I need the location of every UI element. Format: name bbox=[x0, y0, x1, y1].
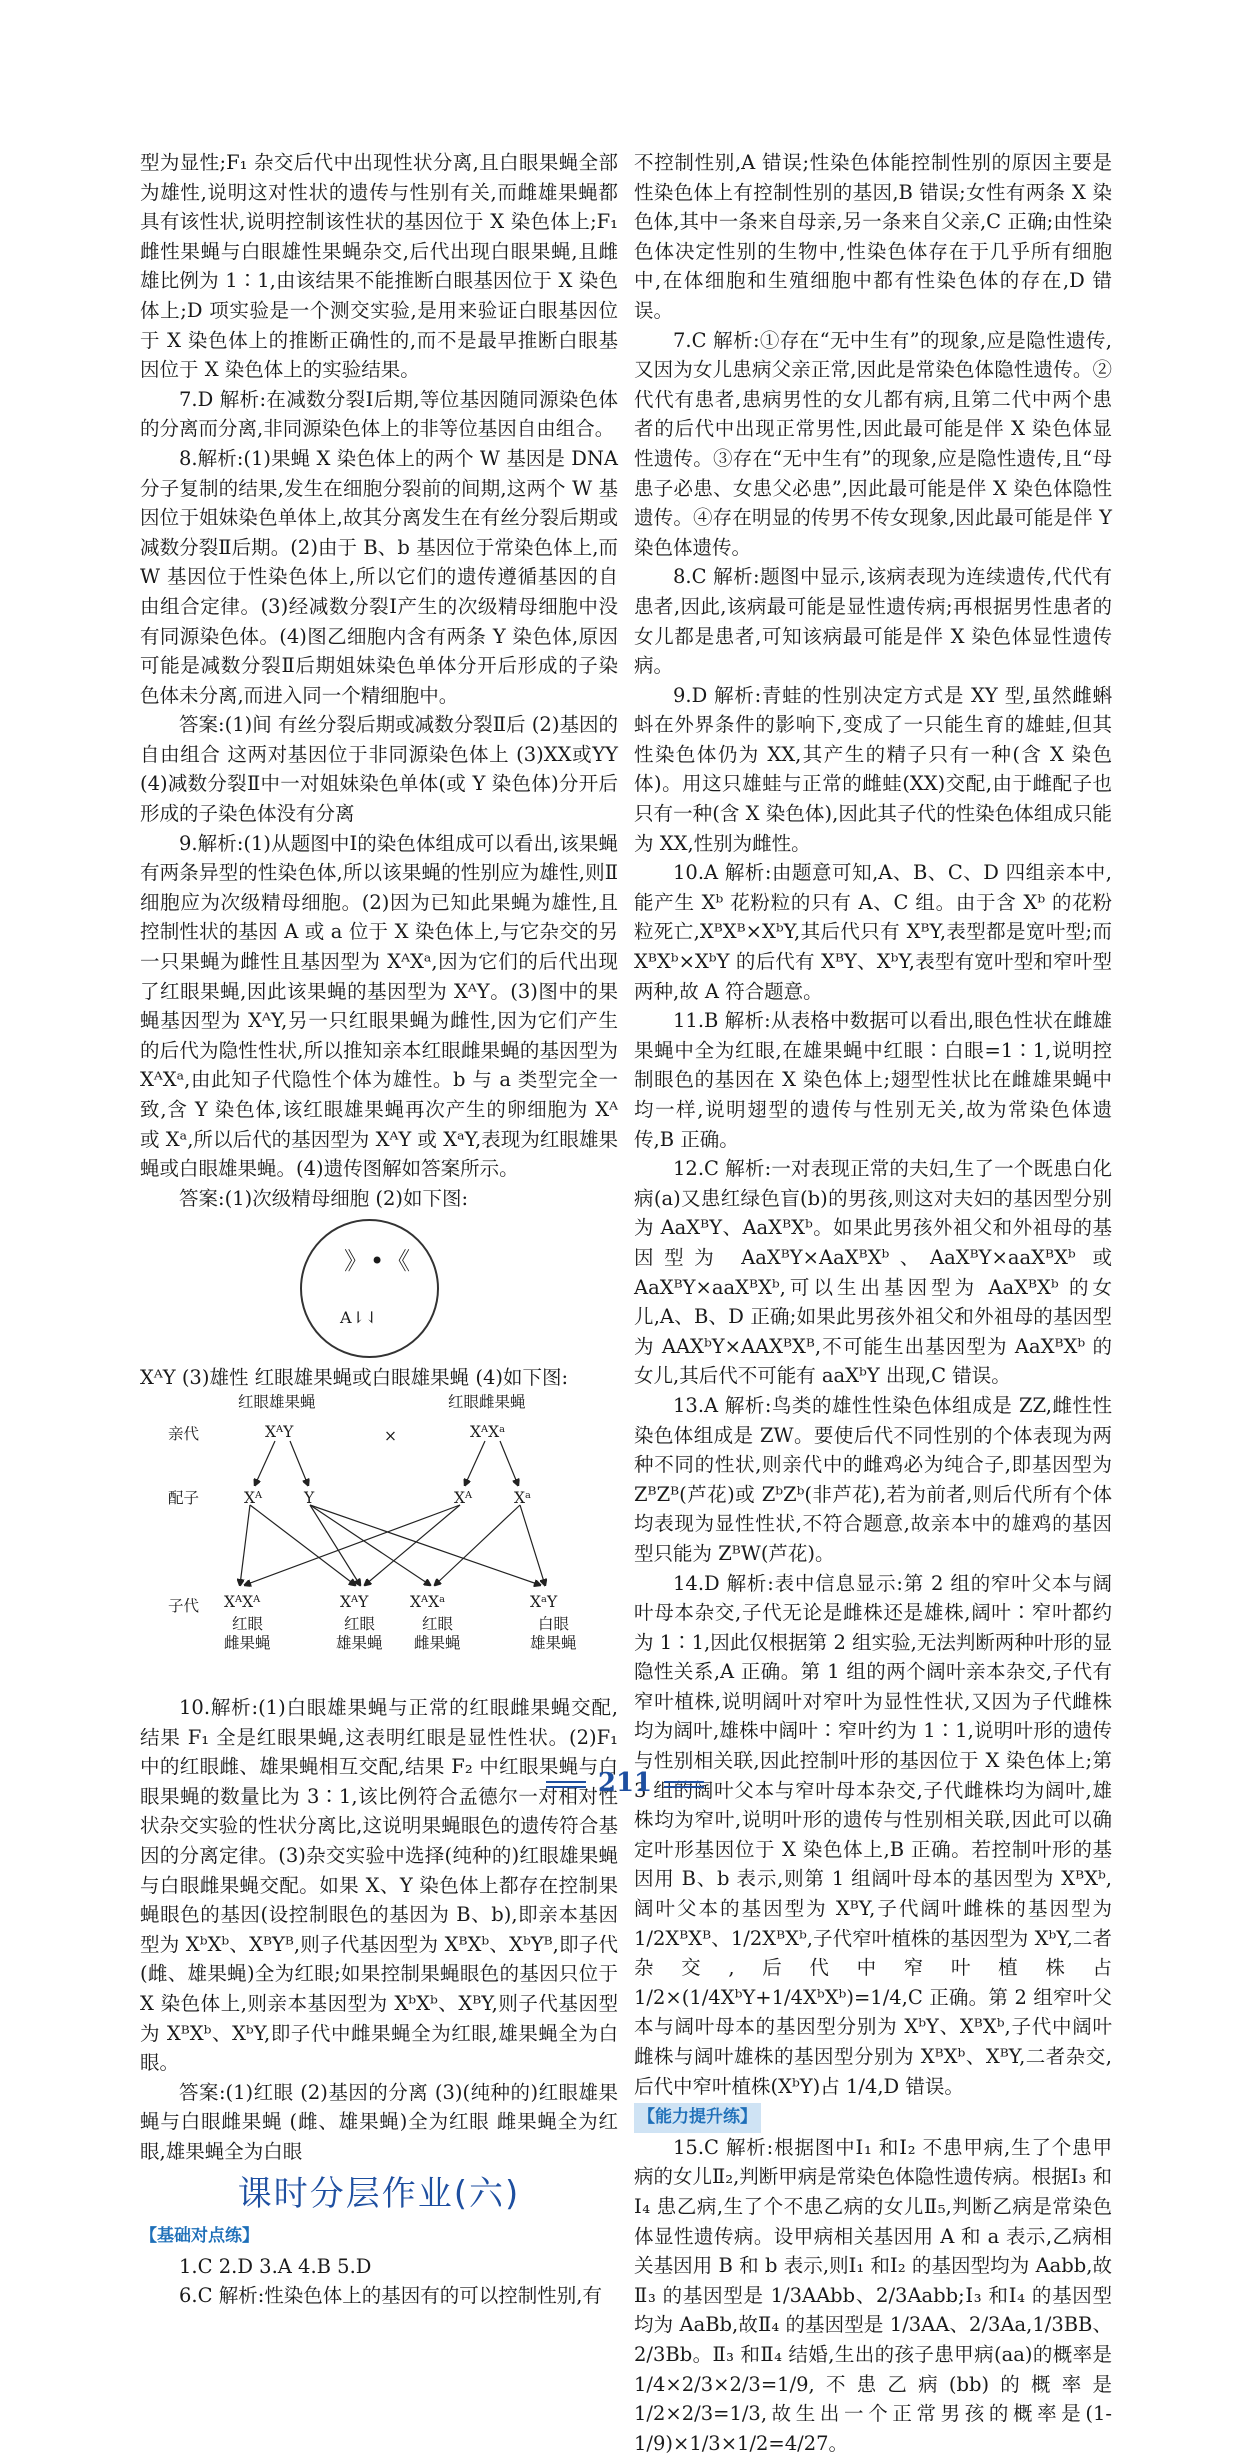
child-phenotype: 红眼 bbox=[422, 1614, 454, 1633]
answer-10: 10.解析:(1)白眼雄果蝇与正常的红眼雌果蝇交配,结果 F₁ 全是红眼果蝇,这表明红眼是显性性状。(2)F₁ 中的红眼雌、雄果蝇相互交配,结果 F₂ 中红眼果蝇与白眼果蝇的数量比为 3∶1,该比例符合孟德尔一对相对性状杂交实验的性状分离比,这说明果蝇眼色的遗传符合基因的分离定律。(3)杂交实验中选择(纯种的)红眼雄果蝇与白眼雌果蝇交配。如果 X、Y 染色体上都存在控制果蝇眼色的基因(设控制眼色的基因为 B、b),即亲本基因型为 XᵇXᵇ、XᴮYᴮ,则子代基因型为 XᴮXᵇ、XᵇYᴮ,即子代(雌、雄果蝇)全为红眼;如果控制果蝇眼色的基因只位于 X 染色体上,则亲本基因型为 XᵇXᵇ、XᴮY,则子代基因型为 XᴮXᵇ、XᵇY,即子代中雌果蝇全为红眼,雄果蝇全为白眼。 bbox=[140, 1695, 618, 2075]
genetic-cross-diagram bbox=[140, 1393, 618, 1693]
gamete: Xᵃ bbox=[514, 1488, 532, 1507]
child-sex: 雌果蝇 bbox=[224, 1633, 271, 1652]
cross-symbol: × bbox=[384, 1426, 397, 1445]
row-gamete: 配子 bbox=[168, 1488, 200, 1507]
page-number-text: 211 bbox=[597, 1768, 653, 1798]
parent-male: XᴬY bbox=[265, 1422, 294, 1441]
page-number bbox=[0, 1768, 1250, 1798]
paragraph: 不控制性别,A 错误;性染色体能控制性别的原因主要是性染色体上有控制性别的基因,B 错误;女性有两条 X 染色体,其中一条来自母亲,另一条来自父亲,C 正确;由性染色体决定性别的生物中,性染色体存在于几乎所有细胞中,在体细胞和生殖细胞中都有性染色体的存在,D 错误。 bbox=[634, 151, 1112, 322]
answer-9: 9.D 解析:青蛙的性别决定方式是 XY 型,虽然雌蝌蚪在外界条件的影响下,变成了一只能生育的雄蛙,但其性染色体仍为 XX,其产生的精子只有一种(含 X 染色体)。用这只雄蛙与正常的雌蛙(XX)交配,由于雌配子也只有一种(含 X 染色体),因此其子代的性染色体组成只能为 XX,性别为雌性。 bbox=[634, 683, 1112, 855]
child: XᴬXᵃ bbox=[410, 1592, 446, 1611]
answer-9: 9.解析:(1)从题图中Ⅰ的染色体组成可以看出,该果蝇有两条异型的性染色体,所以该果蝇的性别应为雄性,则Ⅱ细胞应为次级精母细胞。(2)因为已知此果蝇为雄性,且控制性状的基因 A 或 a 位于 X 染色体上,与它杂交的另一只果蝇为雌性且基因型为 XᴬXᵃ,因为它们的后代出现了红眼果蝇,因此该果蝇的基因型为 XᴬY。(3)图中的果蝇基因型为 XᴬY,另一只红眼果蝇为雌性,因为它们产生的后代为隐性性状,所以推知亲本红眼雌果蝇的基因型为 XᴬXᵃ,由此知子代隐性个体为雄性。b 与 a 类型完全一致,含 Y 染色体,该红眼雄果蝇再次产生的卵细胞为 Xᴬ 或 Xᵃ,所以后代的基因型为 XᴬY 或 XᵃY,表现为红眼雄果蝇或白眼雄果蝇。(4)遗传图解如答案所示。 bbox=[140, 831, 618, 1181]
answer-8-key: 答案:(1)间 有丝分裂后期或减数分裂Ⅱ后 (2)基因的自由组合 这两对基因位于非同源染色体上 (3)XX或YY (4)减数分裂Ⅱ中一对姐妹染色单体(或 Y 染色体)分开后形成的子染色体没有分离 bbox=[140, 713, 618, 826]
section-title: 课时分层作业(六) bbox=[237, 2174, 521, 2215]
cell-circle bbox=[300, 1219, 439, 1358]
tag-basic: 【基础对点练】 bbox=[140, 2226, 259, 2247]
child: XᴬY bbox=[340, 1592, 369, 1611]
child-sex: 雌果蝇 bbox=[414, 1633, 461, 1652]
child-phenotype: 红眼 bbox=[232, 1614, 264, 1633]
answer-7: 7.D 解析:在减数分裂Ⅰ后期,等位基因随同源染色体的分离而分离,非同源染色体上的非等位基因自由组合。 bbox=[140, 387, 618, 441]
answer-13: 13.A 解析:鸟类的雄性性染色体组成是 ZZ,雌性性染色体组成是 ZW。要使后代不同性别的个体表现为两种不同的性状,则亲代中的雌鸡必为纯合子,即基因型为 ZᴮZᴮ(芦花)或 ZᵇZᵇ(非芦花),若为前者,则后代所有个体均表现为显性性状,不符合题意,故亲本中的雄鸡的基因型只能为 ZᴮW(芦花)。 bbox=[634, 1393, 1112, 1565]
answer-15: 15.C 解析:根据图中Ⅰ₁ 和Ⅰ₂ 不患甲病,生了个患甲病的女儿Ⅱ₂,判断甲病是常染色体隐性遗传病。根据Ⅰ₃ 和Ⅰ₄ 患乙病,生了个不患乙病的女儿Ⅱ₅,判断乙病是常染色体显性遗传病。设甲病相关基因用 A 和 a 表示,乙病相关基因用 B 和 b 表示,则Ⅰ₁ 和Ⅰ₂ 的基因型均为 Aabb,故Ⅱ₃ 的基因型是 1/3AAbb、2/3Aabb;Ⅰ₃ 和Ⅰ₄ 的基因型均为 AaBb,故Ⅱ₄ 的基因型是 1/3AA、2/3Aa,1/3BB、2/3Bb。Ⅱ₃ 和Ⅱ₄ 结婚,生出的孩子患甲病(aa)的概率是 1/4×2/3×2/3=1/9,不患乙病(bb)的概率是 1/2×2/3=1/3,故生出一个正常男孩的概率是(1-1/9)×1/3×1/2=4/27。 bbox=[634, 2135, 1112, 2455]
row-child: 子代 bbox=[168, 1596, 200, 1615]
child: XᴬXᴬ bbox=[224, 1592, 261, 1611]
answer-8: 8.解析:(1)果蝇 X 染色体上的两个 W 基因是 DNA 分子复制的结果,发生在细胞分裂前的间期,这两个 W 基因位于姐妹染色单体上,故其分离发生在有丝分裂后期或减数分裂Ⅱ后期。(2)由于 B、b 基因位于常染色体上,而 W 基因位于性染色体上,所以它们的遗传遵循基因的自由组合定律。(3)经减数分裂Ⅰ产生的次级精母细胞中没有同源染色体。(4)图乙细胞内含有两条 Y 染色体,原因可能是减数分裂Ⅱ后期姐妹染色单体分开后形成的子染色体未分离,而进入同一个精细胞中。 bbox=[140, 446, 618, 707]
answer-11: 11.B 解析:从表格中数据可以看出,眼色性状在雌雄果蝇中全为红眼,在雄果蝇中红眼∶白眼=1∶1,说明控制眼色的基因在 X 染色体上;翅型性状比在雌雄果蝇中均一样,说明翅型的遗传与性别无关,故为常染色体遗传,B 正确。 bbox=[634, 1009, 1112, 1151]
answer-8: 8.C 解析:题图中显示,该病表现为连续遗传,代代有患者,因此,该病最可能是显性遗传病;再根据男性患者的女儿都是患者,可知该病最可能是伴 X 染色体显性遗传病。 bbox=[634, 565, 1112, 678]
answer-6: 6.C 解析:性染色体上的基因有的可以控制性别,有 bbox=[179, 2284, 602, 2308]
answer-7: 7.C 解析:①存在“无中生有”的现象,应是隐性遗传,又因为女儿患病父亲正常,因此是常染色体隐性遗传。②代代有患者,患病男性的女儿都有病,且第二代中两个患者的后代中出现正常男性,因此最可能是伴 X 染色体显性遗传。③存在“无中生有”的现象,应是隐性遗传,且“母患子必患、女患父必患”,因此最可能是伴 X 染色体隐性遗传。④存在明显的传男不传女现象,因此最可能是伴 Y 染色体遗传。 bbox=[634, 328, 1112, 559]
right-column bbox=[634, 148, 1112, 2458]
chromosome-glyphs: 》•《 bbox=[344, 1247, 413, 1276]
gamete: Xᴬ bbox=[454, 1488, 473, 1507]
tag-ability: 【能力提升练】 bbox=[634, 2103, 761, 2133]
answer-14: 14.D 解析:表中信息显示:第 2 组的窄叶父本与阔叶母本杂交,子代无论是雌株还是雄株,阔叶∶窄叶都约为 1∶1,因此仅根据第 2 组实验,无法判断两种叶形的显隐性关系,A 正确。第 1 组的两个阔叶亲本杂交,子代有窄叶植株,说明阔叶对窄叶为显性性状,又因为子代雌株均为阔叶,雄株中阔叶∶窄叶约为 1∶1,说明叶形的遗传与性别相关联,因此控制叶形的基因位于 X 染色体上;第 3 组的阔叶父本与窄叶母本杂交,子代雌株均为阔叶,雄株均为窄叶,说明叶形的遗传与性别相关联,因此可以确定叶形基因位于 X 染色体上,B 正确。若控制叶形的基因用 B、b 表示,则第 1 组阔叶母本的基因型为 XᴮXᵇ,阔叶父本的基因型为 XᴮY,子代阔叶雌株的基因型为 1/2XᴮXᴮ、1/2XᴮXᵇ,子代窄叶植株的基因型为 XᵇY,二者杂交,后代中窄叶植株占 1/2×(1/4XᵇY+1/4XᵇXᵇ)=1/4,C 正确。第 2 组窄叶父本与阔叶母本的基因型分别为 XᵇY、XᴮXᵇ,子代中阔叶雌株与阔叶雄株的基因型分别为 XᴮXᵇ、XᴮY,二者杂交,后代中窄叶植株(XᵇY)占 1/4,D 错误。 bbox=[634, 1571, 1112, 2098]
row-parent: 亲代 bbox=[168, 1424, 200, 1443]
answers-1-5: 1.C 2.D 3.A 4.B 5.D bbox=[179, 2254, 372, 2278]
child-sex: 雄果蝇 bbox=[336, 1633, 383, 1652]
page-rule-right bbox=[664, 1781, 704, 1788]
answer-12: 12.C 解析:一对表现正常的夫妇,生了一个既患白化病(a)又患红绿色盲(b)的男孩,则这对夫妇的基因型分别为 AaXᴮY、AaXᴮXᵇ。如果此男孩外祖父和外祖母的基因型为 AaXᴮY×AaXᴮXᵇ、AaXᴮY×aaXᴮXᵇ 或 AaXᴮY×aaXᴮXᵇ,可以生出基因型为 AaXᴮXᵇ 的女儿,A、B、D 正确;如果此男孩外祖父和外祖母的基因型为 AAXᵇY×AAXᴮXᴮ,不可能生出基因型为 AaXᴮXᵇ 的女儿,其后代不可能有 aaXᵇY 出现,C 错误。 bbox=[634, 1157, 1112, 1388]
child: XᵃY bbox=[530, 1592, 558, 1611]
child-phenotype: 红眼 bbox=[344, 1614, 376, 1633]
answer-10: 10.A 解析:由题意可知,A、B、C、D 四组亲本中,能产生 Xᵇ 花粉粒的只有 A、C 组。由于含 Xᵇ 的花粉粒死亡,XᴮXᴮ×XᵇY,其后代只有 XᴮY,表型都是宽叶型;而 XᴮXᵇ×XᵇY 的后代有 XᴮY、XᵇY,表型有宽叶型和窄叶型两种,故 A 符合题意。 bbox=[634, 861, 1112, 1003]
gamete: Y bbox=[304, 1488, 315, 1507]
page-rule-left bbox=[546, 1781, 586, 1788]
gamete: Xᴬ bbox=[244, 1488, 263, 1507]
label-red-male: 红眼雄果蝇 bbox=[238, 1392, 316, 1411]
cell-diagram bbox=[140, 1219, 618, 1359]
left-column bbox=[140, 148, 618, 2311]
answer-9-key-cont: XᴬY (3)雄性 红眼雄果蝇或白眼雄果蝇 (4)如下图: bbox=[140, 1366, 569, 1390]
answer-9-key: 答案:(1)次级精母细胞 (2)如下图: bbox=[179, 1186, 469, 1210]
chromosome-label: A⇂⇃ bbox=[340, 1308, 379, 1328]
parent-female: XᴬXᵃ bbox=[470, 1422, 506, 1441]
answer-10-key: 答案:(1)红眼 (2)基因的分离 (3)(纯种的)红眼雄果蝇与白眼雌果蝇 (雌、雄果蝇)全为红眼 雌果蝇全为红眼,雄果蝇全为白眼 bbox=[140, 2080, 618, 2163]
child-sex: 雄果蝇 bbox=[530, 1633, 577, 1652]
paragraph: 型为显性;F₁ 杂交后代中出现性状分离,且白眼果蝇全部为雄性,说明这对性状的遗传与性别有关,而雌雄果蝇都具有该性状,说明控制该性状的基因位于 X 染色体上;F₁ 雌性果蝇与白眼雄性果蝇杂交,后代出现白眼果蝇,且雌雄比例为 1∶1,由该结果不能推断白眼基因位于 X 染色体上;D 项实验是一个测交实验,是用来验证白眼基因位于 X 染色体上的推断正确性的,而不是最早推断白眼基因位于 X 染色体上的实验结果。 bbox=[140, 151, 618, 382]
child-phenotype: 白眼 bbox=[538, 1614, 570, 1633]
label-red-female: 红眼雌果蝇 bbox=[448, 1392, 526, 1411]
